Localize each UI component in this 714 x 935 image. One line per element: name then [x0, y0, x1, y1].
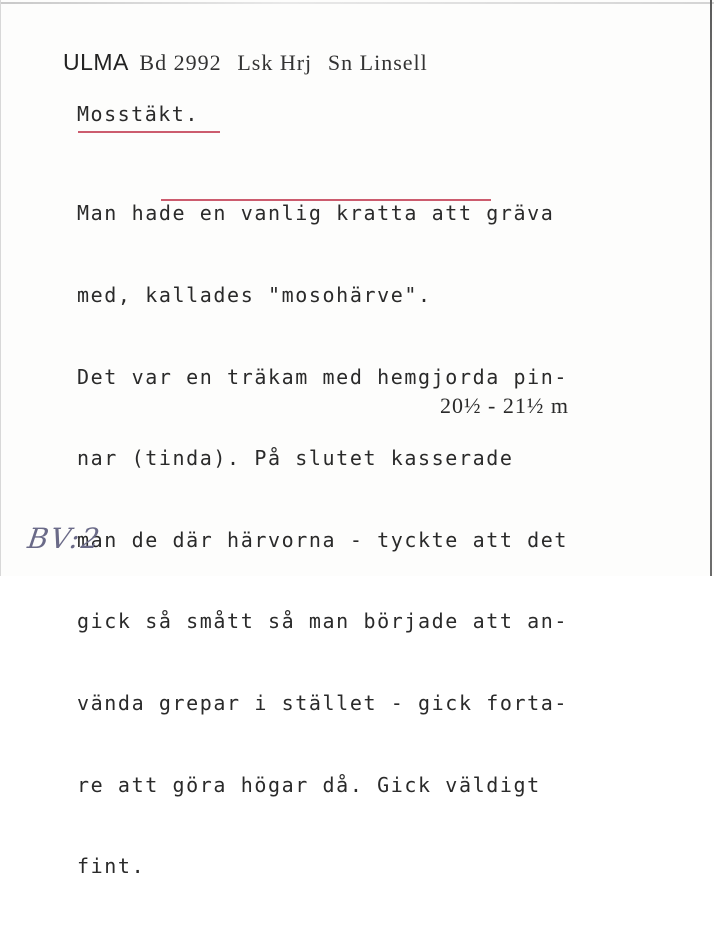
body-line: man de där härvorna - tyckte att det — [77, 527, 569, 552]
pencil-classification-mark: BV:2 — [25, 522, 104, 555]
district-code: Lsk Hrj — [237, 50, 313, 75]
archive-code: ULMA — [63, 49, 129, 75]
card-top-edge — [0, 2, 714, 4]
card-left-edge — [0, 0, 1, 576]
parish-name: Sn Linsell — [327, 50, 428, 75]
term-underline — [161, 199, 491, 201]
card-body — [77, 146, 568, 935]
card-right-edge — [710, 0, 712, 576]
card-header — [63, 48, 428, 77]
record-number: Bd 2992 — [139, 50, 222, 75]
title-underline — [78, 131, 220, 133]
body-line: Det var en träkam med hemgjorda pin- — [77, 364, 569, 389]
body-line: nar (tinda). På slutet kasserade — [77, 446, 514, 471]
body-line: fint. — [77, 854, 146, 879]
body-line: Man hade en vanlig kratta att gräva — [77, 201, 555, 226]
body-line: med, kallades "mosohärve". — [77, 283, 432, 307]
body-line: re att göra högar då. Gick väldigt — [77, 772, 541, 797]
body-line: gick så smått så man började att an- — [77, 609, 569, 634]
body-line: vända grepar i stället - gick forta- — [77, 690, 569, 715]
page-reference: 20½ - 21½ m — [440, 393, 569, 418]
card-title: Mosstäkt. — [77, 102, 199, 126]
